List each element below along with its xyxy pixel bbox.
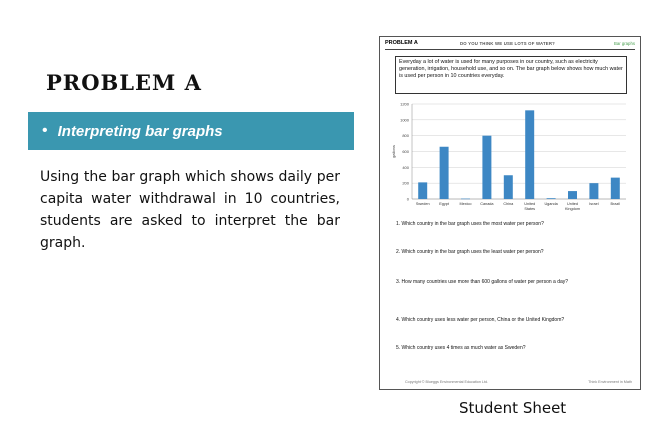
bar <box>589 183 598 199</box>
bar <box>418 182 427 199</box>
x-tick-label: Brazil <box>610 202 621 206</box>
student-sheet <box>379 36 641 390</box>
description-text: Using the bar graph which shows daily per capita water withdrawal in 10 countries, students are asked to interpret the bar graph. <box>40 169 340 251</box>
question-2: 2. Which country in the bar graph uses the least water per person? <box>396 249 544 255</box>
header-divider <box>385 49 635 50</box>
y-tick-label: 0 <box>406 196 409 202</box>
question-5: 5. Which country uses 4 times as much water as Sweden? <box>396 345 526 351</box>
x-tick-label: United <box>524 202 536 206</box>
sheet-header-question: DO YOU THINK WE USE LOTS OF WATER? <box>460 41 555 46</box>
x-tick-label: Canada <box>480 202 494 206</box>
y-tick-label: 600 <box>402 149 409 154</box>
bar <box>547 198 556 199</box>
y-tick-label: 1000 <box>400 117 409 123</box>
x-tick-label: Israel <box>589 202 599 206</box>
bar-chart <box>390 100 630 218</box>
bar <box>504 175 513 199</box>
bar <box>482 136 491 199</box>
intro-text: Everyday a lot of water is used for many purposes in our country, such as electricity generation, irrigation, household use, and so on. The bar graph below shows how much water is used per person in 10 countries everyday. <box>399 59 623 79</box>
x-tick-label: Kingdom <box>565 207 580 211</box>
question-4: 4. Which country uses less water per person, China or the United Kingdom? <box>396 317 565 323</box>
x-tick-label: States <box>524 207 536 211</box>
y-axis-label: gallons <box>391 145 396 158</box>
y-tick-label: 1200 <box>400 101 409 107</box>
x-tick-label: United <box>567 202 578 206</box>
bar <box>611 178 620 199</box>
x-tick-label: Uganda <box>544 202 558 206</box>
bar <box>568 191 577 199</box>
x-tick-label: Egypt <box>439 202 449 206</box>
sheet-header-topic: Bar graphs <box>613 41 635 46</box>
footer-copyright: Copyright © Blueggs Environmental Education Ltd. <box>405 380 489 384</box>
question-3: 3. How many countries use more than 600 gallons of water per person a day? <box>396 279 569 285</box>
sheet-header-title: PROBLEM A <box>385 40 418 46</box>
bar <box>440 147 449 199</box>
y-tick-label: 800 <box>402 133 409 139</box>
footer-tagline: Think Environment in Math <box>588 380 632 384</box>
caption: Student Sheet <box>459 399 567 417</box>
x-tick-label: China <box>503 202 514 206</box>
y-tick-label: 200 <box>402 180 409 186</box>
bullet-icon: • <box>42 122 48 139</box>
question-1: 1. Which country in the bar graph uses the most water per person? <box>396 221 544 227</box>
subtitle-banner <box>28 112 354 150</box>
x-tick-label: Mexico <box>459 202 472 206</box>
x-tick-label: Sweden <box>415 202 430 206</box>
intro-box <box>395 56 627 94</box>
bar <box>525 110 534 199</box>
y-tick-label: 400 <box>402 164 409 170</box>
bar <box>461 199 470 200</box>
page-title: PROBLEM A <box>46 70 202 95</box>
subtitle-text: Interpreting bar graphs <box>57 122 223 140</box>
